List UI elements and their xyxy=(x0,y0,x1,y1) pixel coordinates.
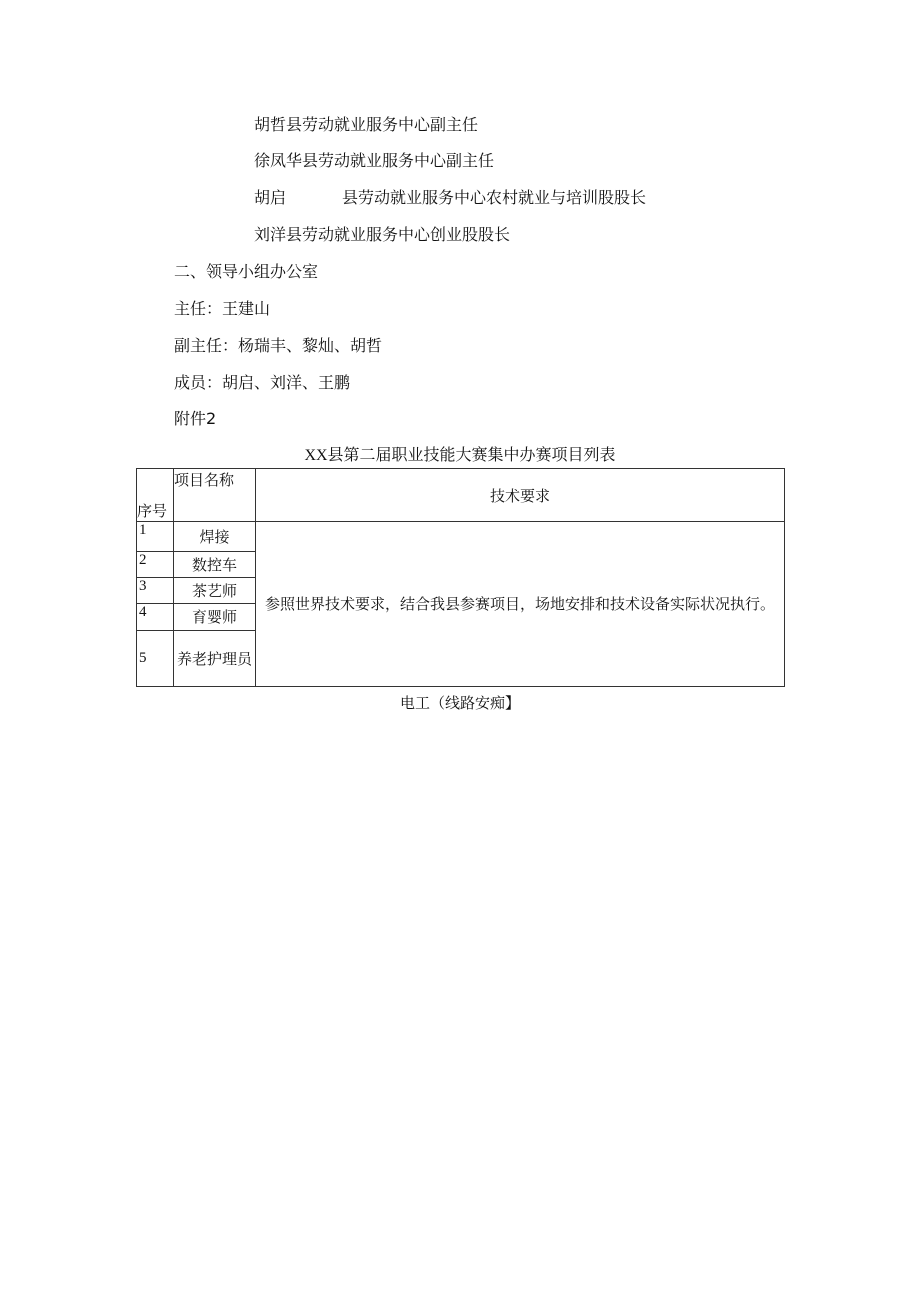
section-heading: 二、领导小组办公室 xyxy=(174,262,319,281)
member-title: 县劳动就业服务中心创业股股长 xyxy=(286,225,511,244)
office-director: 主任：王建山 xyxy=(174,299,271,318)
row-no: 5 xyxy=(137,631,174,687)
member-title: 县劳动就业服务中心副主任 xyxy=(302,151,495,170)
row-name: 养老护理员 xyxy=(174,631,256,687)
row-name: 茶艺师 xyxy=(174,578,256,604)
member-line xyxy=(254,188,646,208)
table-title-text: 县第二届职业技能大赛集中办赛项目列表 xyxy=(327,445,616,464)
row-no: 1 xyxy=(137,522,174,552)
member-title: 县劳动就业服务中心副主任 xyxy=(286,115,479,134)
requirement-cell: 参照世界技术要求，结合我县参赛项目，场地安排和技术设备实际状况执行。 xyxy=(256,522,785,687)
footer-text: 电工（线路安痴】 xyxy=(399,694,520,712)
table-title xyxy=(0,445,920,466)
project-table xyxy=(136,468,785,687)
office-deputy: 副主任：杨瑞丰、黎灿、胡哲 xyxy=(174,336,383,355)
row-name: 育婴师 xyxy=(174,604,256,631)
row-no: 3 xyxy=(137,578,174,604)
header-no: 序号 xyxy=(137,469,174,522)
row-name: 焊接 xyxy=(174,522,256,552)
member-line xyxy=(254,115,478,135)
member-title: 县劳动就业服务中心农村就业与培训股股长 xyxy=(342,188,647,207)
row-no: 2 xyxy=(137,552,174,578)
header-requirement: 技术要求 xyxy=(256,469,785,522)
table-title-prefix: XX xyxy=(304,447,328,464)
member-line xyxy=(254,225,510,245)
member-name: 徐凤华 xyxy=(254,151,303,170)
row-name: 数控车 xyxy=(174,552,256,578)
header-name: 项目名称 xyxy=(174,469,256,522)
member-name: 胡哲 xyxy=(254,115,287,134)
office-staff: 成员：胡启、刘洋、王鹏 xyxy=(174,373,351,392)
row-no: 4 xyxy=(137,604,174,631)
member-name: 胡启 xyxy=(254,188,287,207)
member-name: 刘洋 xyxy=(254,225,287,244)
table-row xyxy=(137,522,785,552)
attachment-label: 附件2 xyxy=(174,409,217,428)
member-line xyxy=(254,151,494,171)
table-header-row xyxy=(137,469,785,522)
